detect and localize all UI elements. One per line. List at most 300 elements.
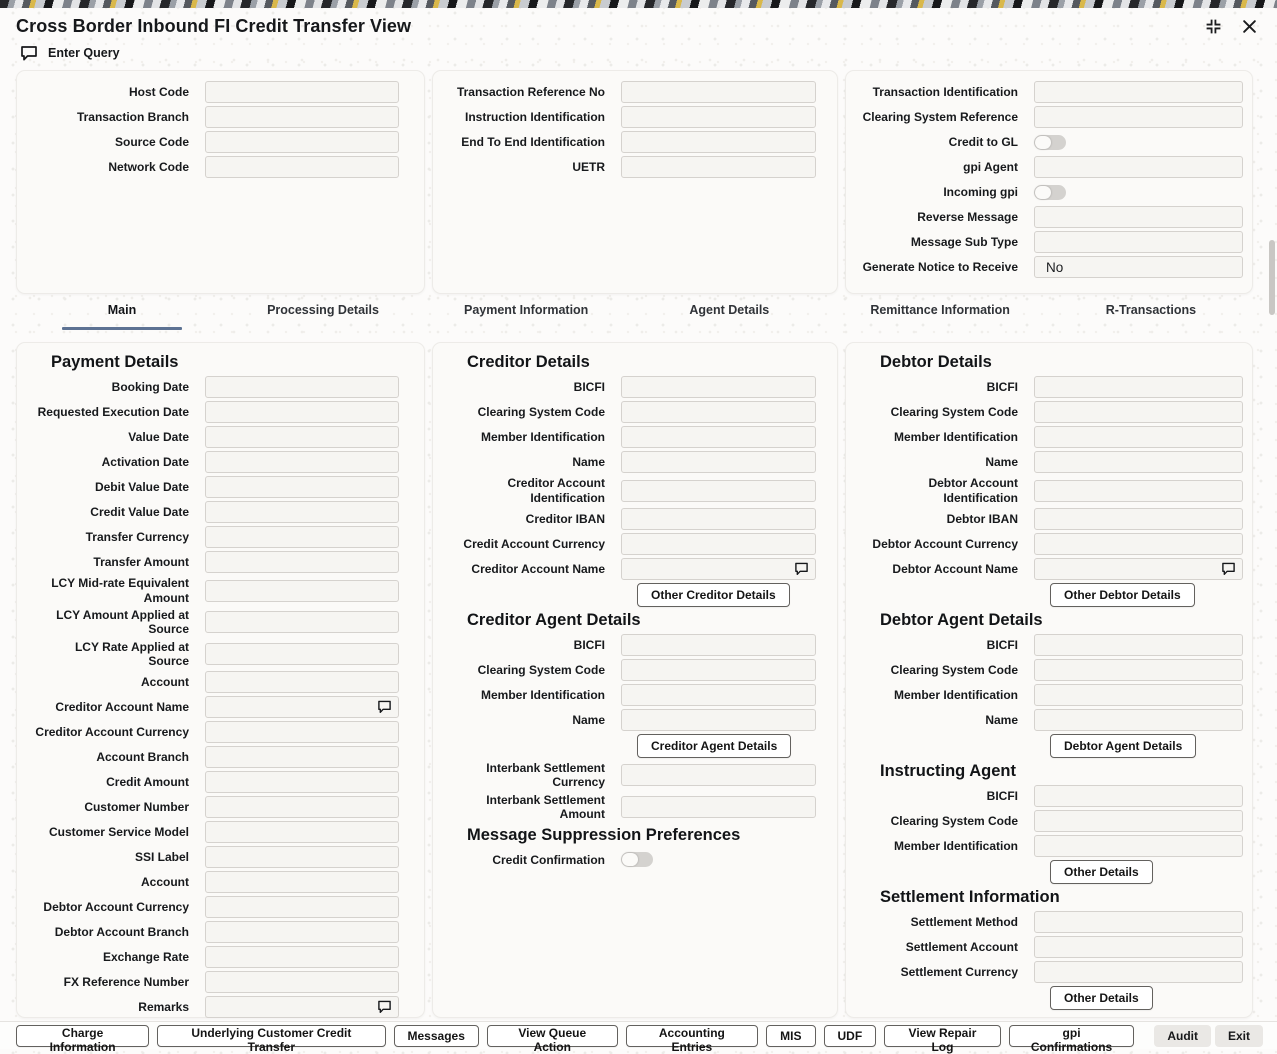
card-transaction-details xyxy=(845,70,1253,294)
creditor-credit-account-currency-input[interactable] xyxy=(621,533,816,555)
creditor-interbank-settlement-currency-input[interactable] xyxy=(621,764,816,786)
window-controls xyxy=(1203,16,1259,37)
field-control xyxy=(1034,936,1243,958)
debtor-settlement-currency-input[interactable] xyxy=(1034,961,1243,983)
debtor-member-identification-input[interactable] xyxy=(1034,684,1243,706)
credit-confirmation-toggle[interactable] xyxy=(621,852,653,867)
creditor-name-input[interactable] xyxy=(621,451,816,473)
field-control xyxy=(205,451,399,473)
field-row xyxy=(33,921,399,943)
field-row xyxy=(449,761,816,790)
creditor-clearing-system-code-input[interactable] xyxy=(621,401,816,423)
field-row xyxy=(33,131,399,153)
field-row xyxy=(862,785,1243,807)
field-control xyxy=(621,156,816,178)
field-row xyxy=(449,849,816,871)
gpi-confirmations-button[interactable]: gpi Confirmations xyxy=(1009,1025,1135,1047)
field-row xyxy=(449,401,816,423)
transaction-details-message-sub-type-input[interactable] xyxy=(1034,231,1243,253)
button-row xyxy=(637,734,816,758)
debtor-clearing-system-code-input[interactable] xyxy=(1034,810,1243,832)
field-control xyxy=(1034,558,1243,580)
payment-details-fx-reference-number-input[interactable] xyxy=(205,971,399,993)
field-row xyxy=(449,376,816,398)
field-control xyxy=(1034,785,1243,807)
field-row xyxy=(33,640,399,669)
button-row xyxy=(1050,860,1243,884)
field-control xyxy=(205,746,399,768)
payment-details-lcy-rate-applied-at-source-input[interactable] xyxy=(205,643,399,665)
tab-payment-information[interactable] xyxy=(464,301,588,330)
requested-execution-date-label: Requested Execution Date xyxy=(37,404,189,419)
name-label: Name xyxy=(572,712,605,727)
account-label: Account xyxy=(141,675,189,690)
comment-icon[interactable] xyxy=(1221,562,1236,576)
field-row xyxy=(862,426,1243,448)
creditor-interbank-settlement-amount-input[interactable] xyxy=(621,796,816,818)
transaction-branch-label: Transaction Branch xyxy=(76,109,189,124)
bicfi-label: BICFI xyxy=(986,379,1018,394)
gpi-agent-label: gpi Agent xyxy=(963,159,1018,174)
field-control xyxy=(205,921,399,943)
field-row xyxy=(33,451,399,473)
debtor-debtor-account-currency-input[interactable] xyxy=(1034,533,1243,555)
transaction-details-clearing-system-reference-input[interactable] xyxy=(1034,106,1243,128)
field-row xyxy=(33,871,399,893)
charge-information-button[interactable]: Charge Information xyxy=(16,1025,149,1047)
button-row xyxy=(1050,734,1243,758)
accounting-entries-button[interactable]: Accounting Entries xyxy=(626,1025,759,1047)
reference-details-uetr-input[interactable] xyxy=(621,156,816,178)
debtor-account-branch-label: Debtor Account Branch xyxy=(54,925,189,940)
customer-service-model-label: Customer Service Model xyxy=(48,825,189,840)
settlement-information-heading: Settlement Information xyxy=(880,888,1060,907)
payment-details-creditor-account-name-input[interactable] xyxy=(205,696,399,718)
creditor-clearing-system-code-input[interactable] xyxy=(621,659,816,681)
payment-details-transfer-currency-input[interactable] xyxy=(205,526,399,548)
member-identification-label: Member Identification xyxy=(893,839,1018,853)
field-row xyxy=(862,376,1243,398)
bicfi-label: BICFI xyxy=(573,379,605,394)
field-control xyxy=(1034,135,1243,150)
payment-details-value-date-input[interactable] xyxy=(205,426,399,448)
interbank-settlement-currency-label: Interbank Settlement Currency xyxy=(486,761,605,790)
field-control xyxy=(621,81,816,103)
transaction-details-generate-notice-to-receive-input[interactable] xyxy=(1034,256,1243,278)
payment-details-credit-value-date-input[interactable] xyxy=(205,501,399,523)
payment-details-debtor-account-branch-input[interactable] xyxy=(205,921,399,943)
interbank-settlement-amount-label: Interbank Settlement Amount xyxy=(486,792,605,822)
field-row xyxy=(33,476,399,498)
card-payment-details xyxy=(16,342,425,1018)
creditor-bicfi-input[interactable] xyxy=(621,376,816,398)
field-row xyxy=(33,526,399,548)
debit-value-date-label: Debit Value Date xyxy=(94,479,189,494)
host-details-host-code-input[interactable] xyxy=(205,81,399,103)
field-row xyxy=(33,576,399,605)
transaction-details-reverse-message-input[interactable] xyxy=(1034,206,1243,228)
header-panels-row xyxy=(16,70,1253,294)
field-row xyxy=(449,426,816,448)
incoming-gpi-toggle[interactable] xyxy=(1034,185,1066,200)
field-control xyxy=(621,634,816,656)
payment-details-activation-date-input[interactable] xyxy=(205,451,399,473)
field-control xyxy=(1034,156,1243,178)
toggle-knob xyxy=(1035,136,1051,149)
field-row xyxy=(449,558,816,580)
tab-remittance-information[interactable] xyxy=(870,301,1010,330)
field-control xyxy=(621,376,816,398)
scrollbar-thumb[interactable] xyxy=(1269,240,1275,315)
tab-r-transactions[interactable] xyxy=(1091,301,1211,330)
creditor-creditor-agent-details-button[interactable]: Creditor Agent Details xyxy=(637,734,791,758)
field-row xyxy=(33,156,399,178)
debtor-member-identification-input[interactable] xyxy=(1034,426,1243,448)
field-control xyxy=(621,709,816,731)
debtor-bicfi-input[interactable] xyxy=(1034,785,1243,807)
transfer-amount-label: Transfer Amount xyxy=(93,554,189,569)
message-sub-type-label: Message Sub Type xyxy=(910,234,1018,249)
creditor-other-creditor-details-button[interactable]: Other Creditor Details xyxy=(637,583,790,607)
debtor-settlement-method-input[interactable] xyxy=(1034,911,1243,933)
bicfi-label: BICFI xyxy=(573,637,605,652)
footer-right-actions xyxy=(1150,1025,1263,1047)
creditor-account-identification-label: Creditor Account Identification xyxy=(507,476,605,505)
transaction-reference-no-label: Transaction Reference No xyxy=(456,84,605,99)
field-control xyxy=(205,721,399,743)
page-title: Cross Border Inbound FI Credit Transfer View xyxy=(16,16,412,36)
field-control xyxy=(621,684,816,706)
tab-label: Payment Information xyxy=(464,303,589,317)
underlying-customer-credit-transfer-button[interactable]: Underlying Customer Credit Transfer xyxy=(157,1025,385,1047)
toggle-knob xyxy=(1035,186,1051,199)
field-control xyxy=(205,896,399,918)
field-row xyxy=(862,401,1243,423)
debtor-name-input[interactable] xyxy=(1034,451,1243,473)
field-control xyxy=(205,871,399,893)
field-control xyxy=(621,508,816,530)
field-row xyxy=(449,156,816,178)
field-control xyxy=(1034,376,1243,398)
field-row xyxy=(33,81,399,103)
field-row xyxy=(862,181,1243,203)
payment-details-account-branch-input[interactable] xyxy=(205,746,399,768)
reference-details-instruction-identification-input[interactable] xyxy=(621,106,816,128)
card-creditor-details xyxy=(432,342,838,1018)
view-repair-log-button[interactable]: View Repair Log xyxy=(884,1025,1001,1047)
field-control xyxy=(1034,426,1243,448)
field-row xyxy=(862,106,1243,128)
payment-details-debtor-account-currency-input[interactable] xyxy=(205,896,399,918)
field-row xyxy=(449,709,816,731)
field-control xyxy=(621,106,816,128)
creditor-account-currency-label: Creditor Account Currency xyxy=(35,725,189,740)
input-value: No xyxy=(1046,259,1064,275)
field-control xyxy=(1034,231,1243,253)
account-branch-label: Account Branch xyxy=(96,750,189,765)
host-details-source-code-input[interactable] xyxy=(205,131,399,153)
field-control xyxy=(205,551,399,573)
field-row xyxy=(862,508,1243,530)
debtor-details-heading: Debtor Details xyxy=(880,353,992,371)
clearing-system-reference-label: Clearing System Reference xyxy=(862,109,1018,124)
field-row xyxy=(33,376,399,398)
field-control xyxy=(205,611,399,633)
end-to-end-identification-label: End To End Identification xyxy=(461,134,605,149)
creditor-bicfi-input[interactable] xyxy=(621,634,816,656)
debtor-name-input[interactable] xyxy=(1034,709,1243,731)
tab-agent-details[interactable] xyxy=(669,301,789,330)
incoming-gpi-label: Incoming gpi xyxy=(943,184,1018,199)
field-row xyxy=(862,936,1243,958)
payment-details-creditor-account-currency-input[interactable] xyxy=(205,721,399,743)
field-row xyxy=(862,684,1243,706)
field-row xyxy=(33,971,399,993)
ssi-label-label: SSI Label xyxy=(134,850,189,865)
debtor-clearing-system-code-input[interactable] xyxy=(1034,659,1243,681)
member-identification-label: Member Identification xyxy=(480,429,605,444)
member-identification-label: Member Identification xyxy=(893,429,1018,444)
creditor-name-input[interactable] xyxy=(621,709,816,731)
field-control xyxy=(1034,684,1243,706)
comment-icon[interactable] xyxy=(377,1000,392,1014)
field-row xyxy=(449,476,816,505)
activation-date-label: Activation Date xyxy=(101,454,189,469)
field-row xyxy=(449,793,816,822)
debtor-debtor-iban-input[interactable] xyxy=(1034,508,1243,530)
field-control xyxy=(1034,961,1243,983)
field-control xyxy=(205,971,399,993)
vertical-scrollbar[interactable] xyxy=(1269,60,1276,1019)
credit-confirmation-label: Credit Confirmation xyxy=(492,852,605,867)
field-row xyxy=(33,426,399,448)
payment-details-customer-number-input[interactable] xyxy=(205,796,399,818)
field-row xyxy=(449,659,816,681)
bicfi-label: BICFI xyxy=(986,789,1018,803)
field-control xyxy=(205,426,399,448)
card-host-details xyxy=(16,70,425,294)
debtor-other-details-button[interactable]: Other Details xyxy=(1050,986,1153,1010)
creditor-member-identification-input[interactable] xyxy=(621,426,816,448)
payment-details-ssi-label-input[interactable] xyxy=(205,846,399,868)
field-row xyxy=(33,671,399,693)
transaction-details-gpi-agent-input[interactable] xyxy=(1034,156,1243,178)
credit-to-gl-toggle[interactable] xyxy=(1034,135,1066,150)
debtor-iban-label: Debtor IBAN xyxy=(946,511,1018,526)
active-tab-underline xyxy=(263,327,383,330)
field-row xyxy=(862,533,1243,555)
field-row xyxy=(862,961,1243,983)
field-row xyxy=(33,796,399,818)
payment-details-remarks-input[interactable] xyxy=(205,996,399,1018)
field-row xyxy=(33,106,399,128)
field-row xyxy=(862,206,1243,228)
remarks-label: Remarks xyxy=(138,1000,189,1015)
debtor-debtor-account-identification-input[interactable] xyxy=(1034,480,1243,502)
field-control xyxy=(1034,835,1243,857)
payment-details-credit-amount-input[interactable] xyxy=(205,771,399,793)
debtor-account-currency-label: Debtor Account Currency xyxy=(872,536,1018,551)
member-identification-label: Member Identification xyxy=(480,687,605,702)
field-control xyxy=(621,558,816,580)
creditor-member-identification-input[interactable] xyxy=(621,684,816,706)
audit-button[interactable]: Audit xyxy=(1154,1025,1211,1047)
booking-date-label: Booking Date xyxy=(111,379,189,394)
title-bar xyxy=(0,8,1277,39)
mis-button[interactable]: MIS xyxy=(766,1025,815,1047)
comment-icon[interactable] xyxy=(794,562,809,576)
credit-account-currency-label: Credit Account Currency xyxy=(463,536,605,551)
payment-details-debit-value-date-input[interactable] xyxy=(205,476,399,498)
clearing-system-code-label: Clearing System Code xyxy=(477,404,605,419)
field-control xyxy=(205,796,399,818)
field-control xyxy=(205,106,399,128)
reference-details-end-to-end-identification-input[interactable] xyxy=(621,131,816,153)
field-control xyxy=(621,131,816,153)
messages-button[interactable]: Messages xyxy=(394,1025,479,1047)
footer-actions xyxy=(16,1025,1134,1054)
clearing-system-code-label: Clearing System Code xyxy=(890,404,1018,419)
active-tab-underline xyxy=(466,327,586,330)
field-row xyxy=(862,558,1243,580)
debtor-debtor-account-name-input[interactable] xyxy=(1034,558,1243,580)
detail-panels-row xyxy=(16,342,1253,1018)
payment-details-booking-date-input[interactable] xyxy=(205,376,399,398)
settlement-account-label: Settlement Account xyxy=(905,940,1018,955)
reference-details-transaction-reference-no-input[interactable] xyxy=(621,81,816,103)
transaction-details-transaction-identification-input[interactable] xyxy=(1034,81,1243,103)
debtor-account-name-label: Debtor Account Name xyxy=(892,561,1018,576)
field-row xyxy=(449,508,816,530)
comment-icon[interactable] xyxy=(377,700,392,714)
field-row xyxy=(33,821,399,843)
name-label: Name xyxy=(572,454,605,469)
field-control xyxy=(621,796,816,818)
payment-details-customer-service-model-input[interactable] xyxy=(205,821,399,843)
tab-label: Remittance Information xyxy=(870,303,1010,317)
payment-details-requested-execution-date-input[interactable] xyxy=(205,401,399,423)
field-control xyxy=(205,643,399,665)
field-control xyxy=(621,426,816,448)
host-details-transaction-branch-input[interactable] xyxy=(205,106,399,128)
debtor-settlement-account-input[interactable] xyxy=(1034,936,1243,958)
field-row xyxy=(449,131,816,153)
card-debtor-details xyxy=(845,342,1253,1018)
field-control xyxy=(205,376,399,398)
debtor-bicfi-input[interactable] xyxy=(1034,634,1243,656)
field-row xyxy=(449,81,816,103)
button-row xyxy=(637,583,816,607)
payment-details-transfer-amount-input[interactable] xyxy=(205,551,399,573)
debtor-clearing-system-code-input[interactable] xyxy=(1034,401,1243,423)
clearing-system-code-label: Clearing System Code xyxy=(477,662,605,677)
field-control xyxy=(205,696,399,718)
field-row xyxy=(449,533,816,555)
field-row xyxy=(449,451,816,473)
decorative-stripe-band xyxy=(0,0,1277,8)
creditor-account-name-label: Creditor Account Name xyxy=(471,561,605,576)
field-control xyxy=(621,852,816,867)
payment-details-lcy-amount-applied-at-source-input[interactable] xyxy=(205,611,399,633)
view-queue-action-button[interactable]: View Queue Action xyxy=(487,1025,618,1047)
enter-query-action[interactable] xyxy=(0,39,1277,70)
uetr-label: UETR xyxy=(572,159,605,174)
debtor-other-debtor-details-button[interactable]: Other Debtor Details xyxy=(1050,583,1195,607)
tab-label: R-Transactions xyxy=(1105,303,1197,317)
enter-query-label: Enter Query xyxy=(48,46,120,60)
creditor-account-name-label: Creditor Account Name xyxy=(55,700,189,715)
field-row xyxy=(449,106,816,128)
field-control xyxy=(205,476,399,498)
udf-button[interactable]: UDF xyxy=(824,1025,877,1047)
payment-details-account-input[interactable] xyxy=(205,671,399,693)
field-control xyxy=(1034,185,1243,200)
field-row xyxy=(33,401,399,423)
debtor-debtor-agent-details-button[interactable]: Debtor Agent Details xyxy=(1050,734,1196,758)
field-row xyxy=(862,451,1243,473)
host-details-network-code-input[interactable] xyxy=(205,156,399,178)
customer-number-label: Customer Number xyxy=(84,800,189,815)
field-control xyxy=(1034,634,1243,656)
creditor-creditor-iban-input[interactable] xyxy=(621,508,816,530)
bicfi-label: BICFI xyxy=(986,637,1018,652)
field-control xyxy=(205,131,399,153)
value-date-label: Value Date xyxy=(128,429,189,444)
credit-amount-label: Credit Amount xyxy=(106,775,189,790)
payment-details-account-input[interactable] xyxy=(205,871,399,893)
field-row xyxy=(33,771,399,793)
debtor-member-identification-input[interactable] xyxy=(1034,835,1243,857)
field-row xyxy=(33,551,399,573)
payment-details-exchange-rate-input[interactable] xyxy=(205,946,399,968)
message-suppression-preferences-heading: Message Suppression Preferences xyxy=(467,825,741,844)
field-control xyxy=(621,533,816,555)
field-control xyxy=(1034,810,1243,832)
tab-processing-details[interactable] xyxy=(263,301,383,330)
instruction-identification-label: Instruction Identification xyxy=(465,109,605,124)
button-row xyxy=(1050,986,1243,1010)
debtor-bicfi-input[interactable] xyxy=(1034,376,1243,398)
clearing-system-code-label: Clearing System Code xyxy=(890,662,1018,677)
collapse-icon[interactable] xyxy=(1203,16,1224,37)
field-control xyxy=(1034,709,1243,731)
field-row xyxy=(862,835,1243,857)
tab-main[interactable] xyxy=(62,301,182,330)
field-row xyxy=(862,659,1243,681)
settlement-currency-label: Settlement Currency xyxy=(900,965,1018,980)
toggle-knob xyxy=(622,853,638,866)
close-icon[interactable] xyxy=(1240,17,1259,36)
name-label: Name xyxy=(985,712,1018,727)
field-row xyxy=(862,231,1243,253)
payment-details-lcy-mid-rate-equivalent-amount-input[interactable] xyxy=(205,580,399,602)
field-control xyxy=(205,946,399,968)
active-tab-underline xyxy=(880,327,1000,330)
field-control xyxy=(205,671,399,693)
lcy-mid-rate-equivalent-amount-label: LCY Mid-rate Equivalent Amount xyxy=(51,576,189,605)
field-control xyxy=(1034,533,1243,555)
field-control xyxy=(1034,911,1243,933)
active-tab-underline xyxy=(1091,327,1211,330)
creditor-creditor-account-identification-input[interactable] xyxy=(621,480,816,502)
creditor-creditor-account-name-input[interactable] xyxy=(621,558,816,580)
exit-button[interactable]: Exit xyxy=(1215,1025,1263,1047)
field-row xyxy=(33,946,399,968)
transaction-identification-label: Transaction Identification xyxy=(872,84,1018,99)
footer-action-bar xyxy=(0,1021,1277,1054)
field-row xyxy=(862,634,1243,656)
debtor-other-details-button[interactable]: Other Details xyxy=(1050,860,1153,884)
